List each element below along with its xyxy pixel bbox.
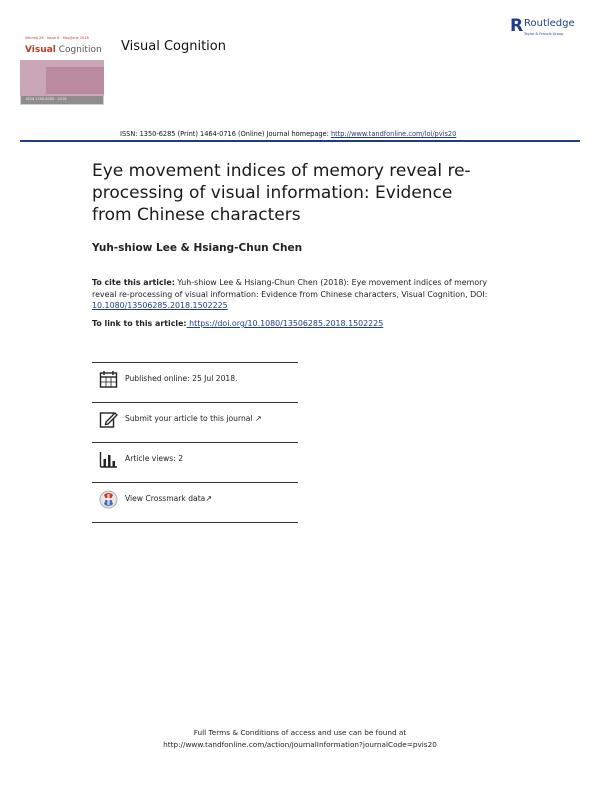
publisher-name: Routledge bbox=[524, 18, 575, 29]
publisher-subtitle: Taylor & Francis Group bbox=[524, 32, 564, 36]
submit-article-text: Submit your article to this journal bbox=[125, 414, 255, 423]
routledge-mark-icon: R bbox=[510, 16, 524, 36]
crossmark-link[interactable] bbox=[125, 494, 212, 503]
terms-footer-link[interactable]: http://www.tandfonline.com/action/journalInformation?journalCode=pvis20 bbox=[163, 740, 437, 749]
article-link-label: To link to this article: bbox=[92, 319, 187, 328]
crossmark-text: View Crossmark data bbox=[125, 494, 206, 503]
terms-footer bbox=[0, 727, 600, 751]
cover-title-accent: Visual bbox=[25, 45, 56, 55]
citation-doi-link[interactable]: 10.1080/13506285.2018.1502225 bbox=[92, 301, 228, 310]
submit-article-link[interactable] bbox=[125, 414, 262, 423]
info-item-views bbox=[92, 442, 298, 479]
citation-block bbox=[92, 277, 492, 312]
citation-label: To cite this article: bbox=[92, 278, 175, 287]
terms-footer-line-1: Full Terms & Conditions of access and use can be found at bbox=[193, 728, 407, 737]
edit-icon bbox=[99, 410, 118, 429]
issn-line bbox=[120, 130, 456, 138]
info-item-submit[interactable] bbox=[92, 402, 298, 439]
journal-cover-image bbox=[20, 34, 104, 105]
journal-name: Visual Cognition bbox=[121, 39, 226, 54]
published-date-text: Published online: 25 Jul 2018. bbox=[125, 374, 238, 383]
article-authors: Yuh-shiow Lee & Hsiang-Chun Chen bbox=[92, 242, 303, 254]
crossmark-icon bbox=[99, 490, 118, 509]
cover-band-inner bbox=[46, 67, 104, 94]
citation-text: Yuh-shiow Lee & Hsiang-Chun Chen (2018): Eye movement indices of memory reveal re-processing of visual information: Evidence from Chinese characters, Visual Cognition, DOI: bbox=[92, 278, 488, 299]
routledge-logo bbox=[510, 16, 580, 42]
info-item-crossmark[interactable] bbox=[92, 482, 298, 519]
cover-title-rest: Cognition bbox=[58, 45, 102, 55]
calendar-icon bbox=[99, 370, 118, 389]
journal-homepage-link[interactable]: http://www.tandfonline.com/loi/pvis20 bbox=[330, 130, 457, 138]
bar-chart-icon bbox=[99, 450, 118, 469]
external-link-icon: ↗ bbox=[254, 414, 262, 423]
article-link-line bbox=[92, 319, 383, 328]
cover-volume-line: Volume 26 · Issue 8 · May/June 2018 bbox=[25, 36, 89, 40]
external-link-icon-2: ↗ bbox=[205, 494, 213, 503]
header-divider bbox=[20, 140, 580, 142]
issn-text: ISSN: 1350-6285 (Print) 1464-0716 (Online) Journal homepage: bbox=[120, 130, 331, 138]
cover-title bbox=[25, 45, 102, 55]
article-views-text: Article views: 2 bbox=[125, 454, 184, 463]
article-title: Eye movement indices of memory reveal re-processing of visual information: Evidence from Chinese characters bbox=[92, 161, 471, 225]
info-item-published bbox=[92, 362, 298, 399]
cover-footer-line: ISSN 1350-6285 · 2018 bbox=[26, 97, 67, 101]
article-doi-link[interactable]: https://doi.org/10.1080/13506285.2018.1502225 bbox=[186, 319, 384, 328]
info-list-bottom-divider bbox=[92, 522, 298, 523]
